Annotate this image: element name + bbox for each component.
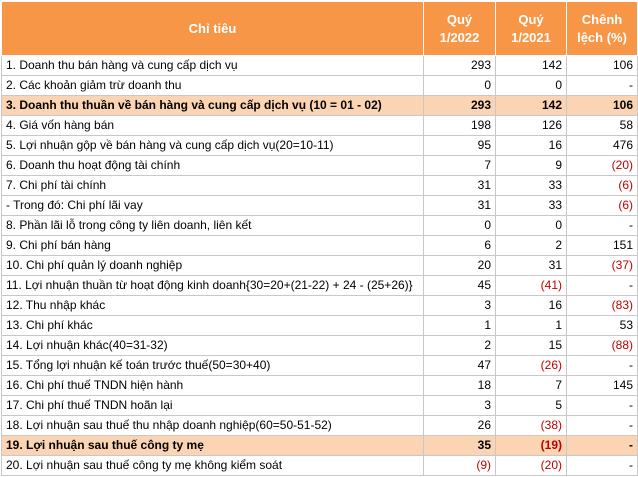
row-value-q1-2022: 3 xyxy=(424,296,496,316)
row-change-percent: - xyxy=(567,416,638,436)
row-label: 2. Các khoản giảm trừ doanh thu xyxy=(2,76,424,96)
row-value-q1-2022: 293 xyxy=(424,56,496,76)
row-value-q1-2022: 198 xyxy=(424,116,496,136)
row-change-percent: 151 xyxy=(567,236,638,256)
row-label: 19. Lợi nhuận sau thuế công ty mẹ xyxy=(2,436,424,456)
row-value-q1-2021: 7 xyxy=(496,376,567,396)
row-label: 5. Lợi nhuận gộp về bán hàng và cung cấp dịch vụ(20=10-11) xyxy=(2,136,424,156)
row-value-q1-2021: 2 xyxy=(496,236,567,256)
row-value-q1-2022: 45 xyxy=(424,276,496,296)
row-value-q1-2021: 33 xyxy=(496,196,567,216)
row-value-q1-2021: 9 xyxy=(496,156,567,176)
income-statement-table xyxy=(1,1,638,476)
row-value-q1-2022: 31 xyxy=(424,196,496,216)
row-change-percent: (37) xyxy=(567,256,638,276)
table-row xyxy=(2,236,638,256)
row-value-q1-2021: (26) xyxy=(496,356,567,376)
table-row xyxy=(2,416,638,436)
row-value-q1-2022: 20 xyxy=(424,256,496,276)
row-label: 13. Chi phí khác xyxy=(2,316,424,336)
table-body xyxy=(2,56,638,476)
row-value-q1-2022: (9) xyxy=(424,456,496,476)
header-row xyxy=(2,2,638,56)
row-change-percent: (6) xyxy=(567,176,638,196)
row-value-q1-2021: 142 xyxy=(496,56,567,76)
row-value-q1-2021: 16 xyxy=(496,136,567,156)
table-row xyxy=(2,96,638,116)
row-change-percent: (20) xyxy=(567,156,638,176)
row-change-percent: - xyxy=(567,396,638,416)
row-value-q1-2022: 293 xyxy=(424,96,496,116)
row-value-q1-2022: 0 xyxy=(424,216,496,236)
row-label: 18. Lợi nhuận sau thuế thu nhập doanh nghiệp(60=50-51-52) xyxy=(2,416,424,436)
table-row xyxy=(2,76,638,96)
row-label: 20. Lợi nhuận sau thuế công ty mẹ không kiểm soát xyxy=(2,456,424,476)
row-change-percent: - xyxy=(567,276,638,296)
table-row xyxy=(2,436,638,456)
table-row xyxy=(2,276,638,296)
row-change-percent: - xyxy=(567,76,638,96)
row-change-percent: 106 xyxy=(567,56,638,76)
table-row xyxy=(2,296,638,316)
row-label: 15. Tổng lợi nhuận kế toán trước thuế(50=30+40) xyxy=(2,356,424,376)
row-value-q1-2021: (20) xyxy=(496,456,567,476)
header-q1-2022: Quý 1/2022 xyxy=(424,2,496,56)
row-value-q1-2022: 26 xyxy=(424,416,496,436)
row-change-percent: - xyxy=(567,356,638,376)
row-value-q1-2021: 126 xyxy=(496,116,567,136)
row-value-q1-2022: 35 xyxy=(424,436,496,456)
row-label: 14. Lợi nhuận khác(40=31-32) xyxy=(2,336,424,356)
row-label: - Trong đó: Chi phí lãi vay xyxy=(2,196,424,216)
table-row xyxy=(2,196,638,216)
row-label: 7. Chi phí tài chính xyxy=(2,176,424,196)
row-value-q1-2021: 0 xyxy=(496,216,567,236)
row-label: 16. Chi phí thuế TNDN hiện hành xyxy=(2,376,424,396)
row-label: 1. Doanh thu bán hàng và cung cấp dịch vụ xyxy=(2,56,424,76)
table-row xyxy=(2,456,638,476)
row-change-percent: 53 xyxy=(567,316,638,336)
table-row xyxy=(2,376,638,396)
row-change-percent: - xyxy=(567,436,638,456)
table-row xyxy=(2,56,638,76)
row-value-q1-2021: (41) xyxy=(496,276,567,296)
header-q1-2021: Quý 1/2021 xyxy=(496,2,567,56)
row-label: 9. Chi phí bán hàng xyxy=(2,236,424,256)
table-row xyxy=(2,136,638,156)
header-indicator: Chỉ tiêu xyxy=(2,2,424,56)
row-change-percent: 106 xyxy=(567,96,638,116)
table-row xyxy=(2,116,638,136)
row-change-percent: 58 xyxy=(567,116,638,136)
row-label: 17. Chi phí thuế TNDN hoãn lại xyxy=(2,396,424,416)
row-value-q1-2022: 18 xyxy=(424,376,496,396)
row-value-q1-2022: 7 xyxy=(424,156,496,176)
table-row xyxy=(2,396,638,416)
table-row xyxy=(2,256,638,276)
row-change-percent: (88) xyxy=(567,336,638,356)
row-label: 12. Thu nhập khác xyxy=(2,296,424,316)
row-value-q1-2022: 0 xyxy=(424,76,496,96)
row-value-q1-2022: 47 xyxy=(424,356,496,376)
row-value-q1-2021: 33 xyxy=(496,176,567,196)
row-change-percent: - xyxy=(567,216,638,236)
row-label: 4. Giá vốn hàng bán xyxy=(2,116,424,136)
row-value-q1-2021: 15 xyxy=(496,336,567,356)
row-label: 10. Chi phí quản lý doanh nghiệp xyxy=(2,256,424,276)
row-change-percent: (6) xyxy=(567,196,638,216)
table-row xyxy=(2,176,638,196)
row-change-percent: (83) xyxy=(567,296,638,316)
row-value-q1-2022: 95 xyxy=(424,136,496,156)
header-change-percent: Chênh lệch (%) xyxy=(567,2,638,56)
row-value-q1-2021: 1 xyxy=(496,316,567,336)
row-change-percent: - xyxy=(567,456,638,476)
row-label: 6. Doanh thu hoạt động tài chính xyxy=(2,156,424,176)
row-value-q1-2021: 16 xyxy=(496,296,567,316)
row-change-percent: 476 xyxy=(567,136,638,156)
table-row xyxy=(2,316,638,336)
row-value-q1-2021: 31 xyxy=(496,256,567,276)
table-row xyxy=(2,336,638,356)
row-value-q1-2022: 2 xyxy=(424,336,496,356)
row-label: 3. Doanh thu thuần về bán hàng và cung cấp dịch vụ (10 = 01 - 02) xyxy=(2,96,424,116)
row-value-q1-2021: 0 xyxy=(496,76,567,96)
table-row xyxy=(2,216,638,236)
row-value-q1-2021: 5 xyxy=(496,396,567,416)
row-value-q1-2022: 1 xyxy=(424,316,496,336)
table-row xyxy=(2,156,638,176)
row-label: 8. Phần lãi lỗ trong công ty liên doanh, liên kết xyxy=(2,216,424,236)
row-value-q1-2021: 142 xyxy=(496,96,567,116)
table-row xyxy=(2,356,638,376)
row-value-q1-2022: 3 xyxy=(424,396,496,416)
row-value-q1-2022: 6 xyxy=(424,236,496,256)
table-header xyxy=(2,2,638,56)
row-label: 11. Lợi nhuận thuần từ hoạt động kinh doanh{30=20+(21-22) + 24 - (25+26)} xyxy=(2,276,424,296)
row-value-q1-2021: (38) xyxy=(496,416,567,436)
row-change-percent: 145 xyxy=(567,376,638,396)
row-value-q1-2021: (19) xyxy=(496,436,567,456)
row-value-q1-2022: 31 xyxy=(424,176,496,196)
